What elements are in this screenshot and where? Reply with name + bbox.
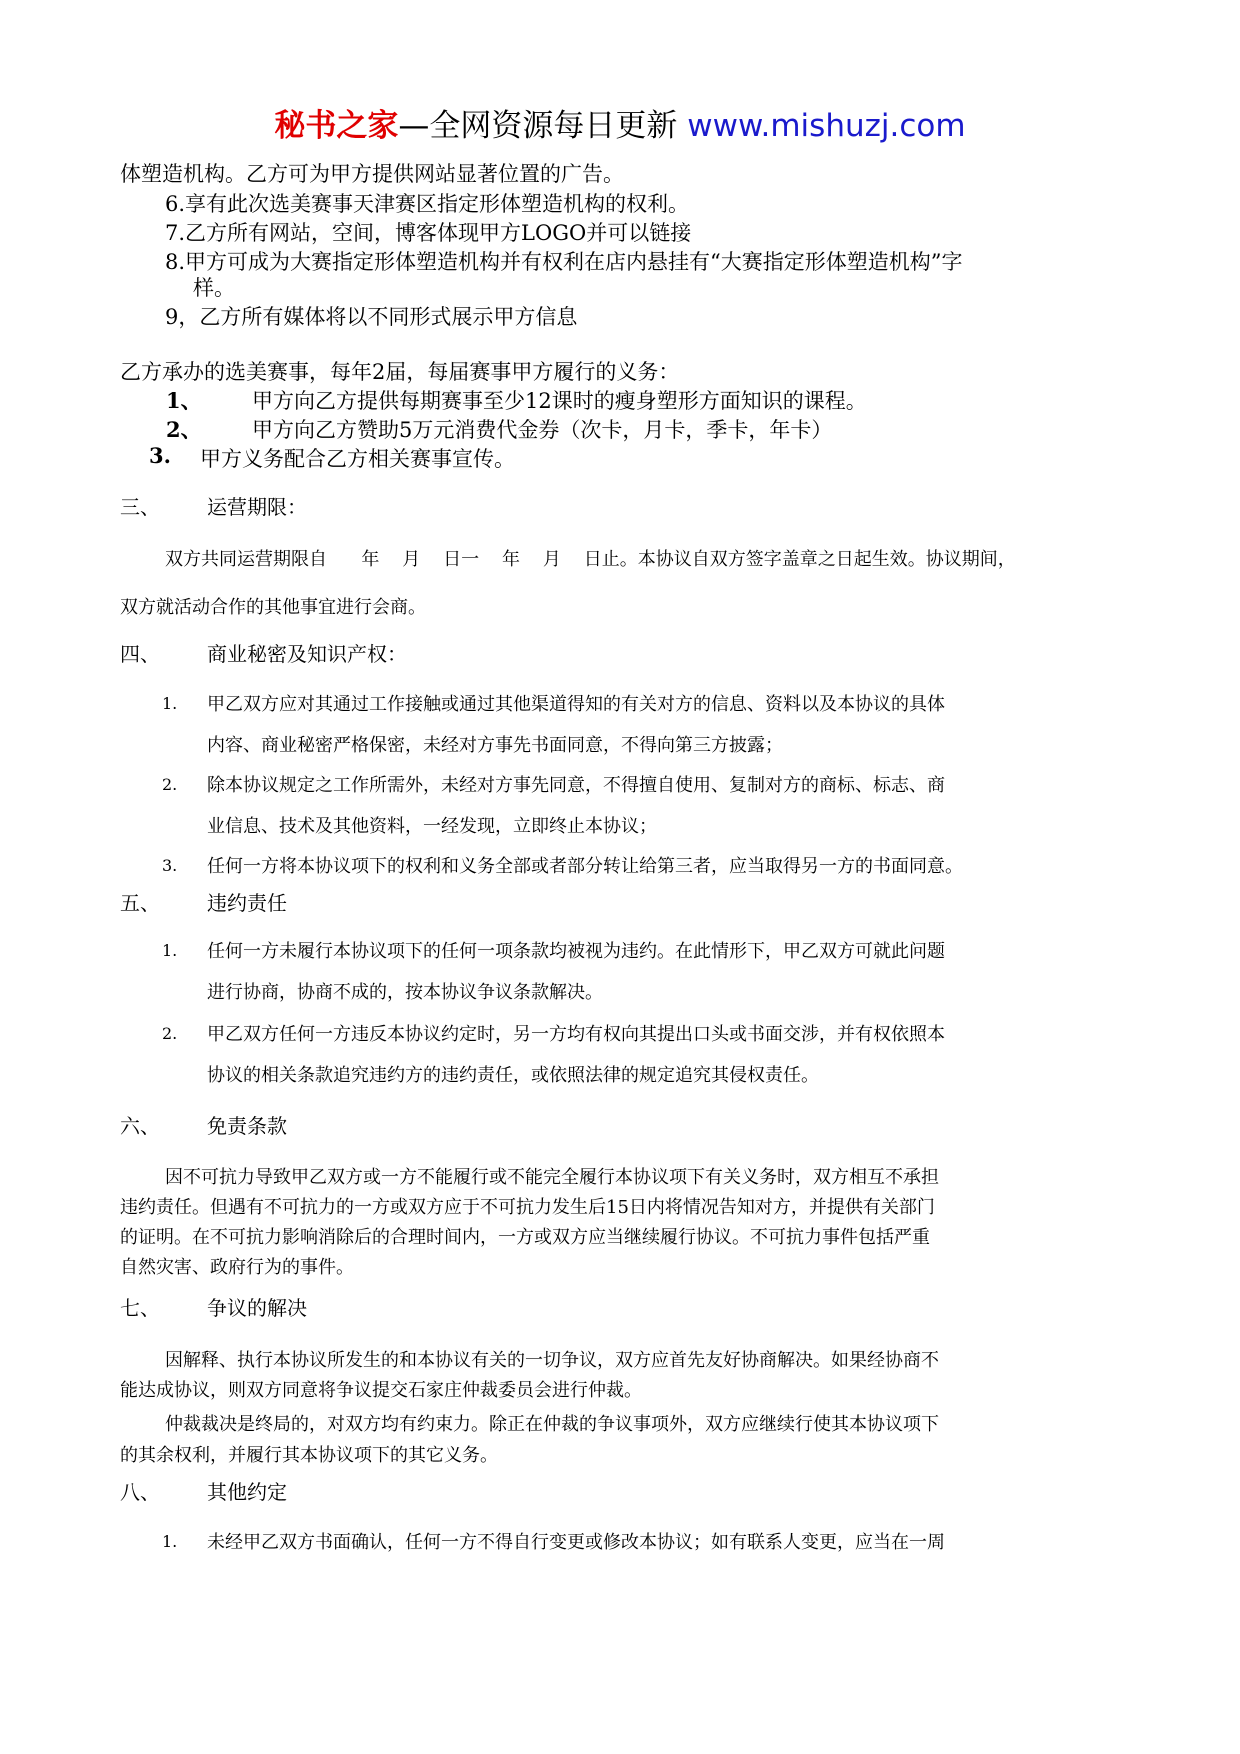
section-4-number: 四、 <box>120 642 160 666</box>
section-8-item-1-line-1: 未经甲乙双方书面确认，任何一方不得自行变更或修改本协议；如有联系人变更，应当在一周 <box>207 1532 945 1553</box>
section-3-number: 三、 <box>120 495 160 519</box>
section-7-line-4: 的其余权利，并履行其本协议项下的其它义务。 <box>120 1445 498 1466</box>
rights-item-7: 7.乙方所有网站，空间，博客体现甲方LOGO并可以链接 <box>165 221 692 245</box>
section-8-item-1-number: 1. <box>162 1532 178 1551</box>
rights-item-8: 8.甲方可成为大赛指定形体塑造机构并有权利在店内悬挂有“大赛指定形体塑造机构”字 <box>165 250 963 274</box>
section-4-item-2-number: 2. <box>162 775 178 794</box>
section-4-item-3-line-1: 任何一方将本协议项下的权利和义务全部或者部分转让给第三者，应当取得另一方的书面同意。 <box>207 856 963 877</box>
section-3-title: 运营期限： <box>207 495 307 519</box>
section-5-item-1-number: 1. <box>162 941 178 960</box>
section-5-item-2-line-2: 协议的相关条款追究违约方的违约责任，或依照法律的规定追究其侵权责任。 <box>207 1065 819 1086</box>
section-7-line-3: 仲裁裁决是终局的，对双方均有约束力。除正在仲裁的争议事项外，双方应继续行使其本协议项下 <box>165 1414 939 1435</box>
section-4-title: 商业秘密及知识产权： <box>207 642 407 666</box>
site-banner <box>0 100 1240 145</box>
site-url[interactable]: www.mishuzj.com <box>687 108 966 144</box>
section-3-line-1: 双方共同运营期限自 年 月 日一 年 月 日止。本协议自双方签字盖章之日起生效。协议期间， <box>165 549 1016 570</box>
obligation-num-2: 2、 <box>166 417 202 442</box>
section-7-line-2: 能达成协议，则双方同意将争议提交石家庄仲裁委员会进行仲裁。 <box>120 1380 642 1401</box>
obligation-text-1: 甲方向乙方提供每期赛事至少12课时的瘦身塑形方面知识的课程。 <box>252 389 867 413</box>
section-7-line-1: 因解释、执行本协议所发生的和本协议有关的一切争议，双方应首先友好协商解决。如果经协商不 <box>165 1350 939 1371</box>
section-5-item-1-line-2: 进行协商，协商不成的，按本协议争议条款解决。 <box>207 982 603 1003</box>
section-4-item-1-line-2: 内容、商业秘密严格保密，未经对方事先书面同意，不得向第三方披露； <box>207 735 783 756</box>
section-6-line-2: 违约责任。但遇有不可抗力的一方或双方应于不可抗力发生后15日内将情况告知对方，并提供有关部门 <box>120 1197 935 1218</box>
section-3-line-2: 双方就活动合作的其他事宜进行会商。 <box>120 597 426 618</box>
section-4-item-3-number: 3. <box>162 856 178 875</box>
section-5-item-2-line-1: 甲乙双方任何一方违反本协议约定时，另一方均有权向其提出口头或书面交涉，并有权依照本 <box>207 1024 945 1045</box>
banner-slogan: —全网资源每日更新 <box>398 108 688 144</box>
rights-item-9: 9，乙方所有媒体将以不同形式展示甲方信息 <box>165 305 578 329</box>
obligation-num-3: 3. <box>149 443 171 468</box>
brand-name: 秘书之家 <box>274 108 399 144</box>
section-4-item-2-line-1: 除本协议规定之工作所需外，未经对方事先同意，不得擅自使用、复制对方的商标、标志、商 <box>207 775 945 796</box>
obligation-text-3: 甲方义务配合乙方相关赛事宣传。 <box>200 447 515 471</box>
section-5-item-2-number: 2. <box>162 1024 178 1043</box>
rights-item-8-cont: 样。 <box>193 276 235 300</box>
section-4-item-2-line-2: 业信息、技术及其他资料，一经发现，立即终止本协议； <box>207 816 657 837</box>
section-6-line-1: 因不可抗力导致甲乙双方或一方不能履行或不能完全履行本协议项下有关义务时，双方相互不承担 <box>165 1167 939 1188</box>
section-8-number: 八、 <box>120 1480 160 1504</box>
obligations-intro: 乙方承办的选美赛事，每年2届，每届赛事甲方履行的义务： <box>120 360 680 384</box>
section-8-title: 其他约定 <box>207 1480 287 1504</box>
section-6-line-3: 的证明。在不可抗力影响消除后的合理时间内，一方或双方应当继续履行协议。不可抗力事件包括严重 <box>120 1227 930 1248</box>
section-5-item-1-line-1: 任何一方未履行本协议项下的任何一项条款均被视为违约。在此情形下，甲乙双方可就此问题 <box>207 941 945 962</box>
obligation-text-2: 甲方向乙方赞助5万元消费代金券（次卡，月卡，季卡，年卡） <box>252 418 833 442</box>
section-5-title: 违约责任 <box>207 891 287 915</box>
rights-continuation: 体塑造机构。乙方可为甲方提供网站显著位置的广告。 <box>120 162 624 186</box>
section-6-number: 六、 <box>120 1114 160 1138</box>
section-6-line-4: 自然灾害、政府行为的事件。 <box>120 1257 354 1278</box>
section-4-item-1-line-1: 甲乙双方应对其通过工作接触或通过其他渠道得知的有关对方的信息、资料以及本协议的具体 <box>207 694 945 715</box>
section-7-number: 七、 <box>120 1296 160 1320</box>
section-4-item-1-number: 1. <box>162 694 178 713</box>
rights-item-6: 6.享有此次选美赛事天津赛区指定形体塑造机构的权利。 <box>165 192 690 216</box>
section-7-title: 争议的解决 <box>207 1296 307 1320</box>
section-6-title: 免责条款 <box>207 1114 287 1138</box>
obligation-num-1: 1、 <box>166 388 202 413</box>
section-5-number: 五、 <box>120 891 160 915</box>
